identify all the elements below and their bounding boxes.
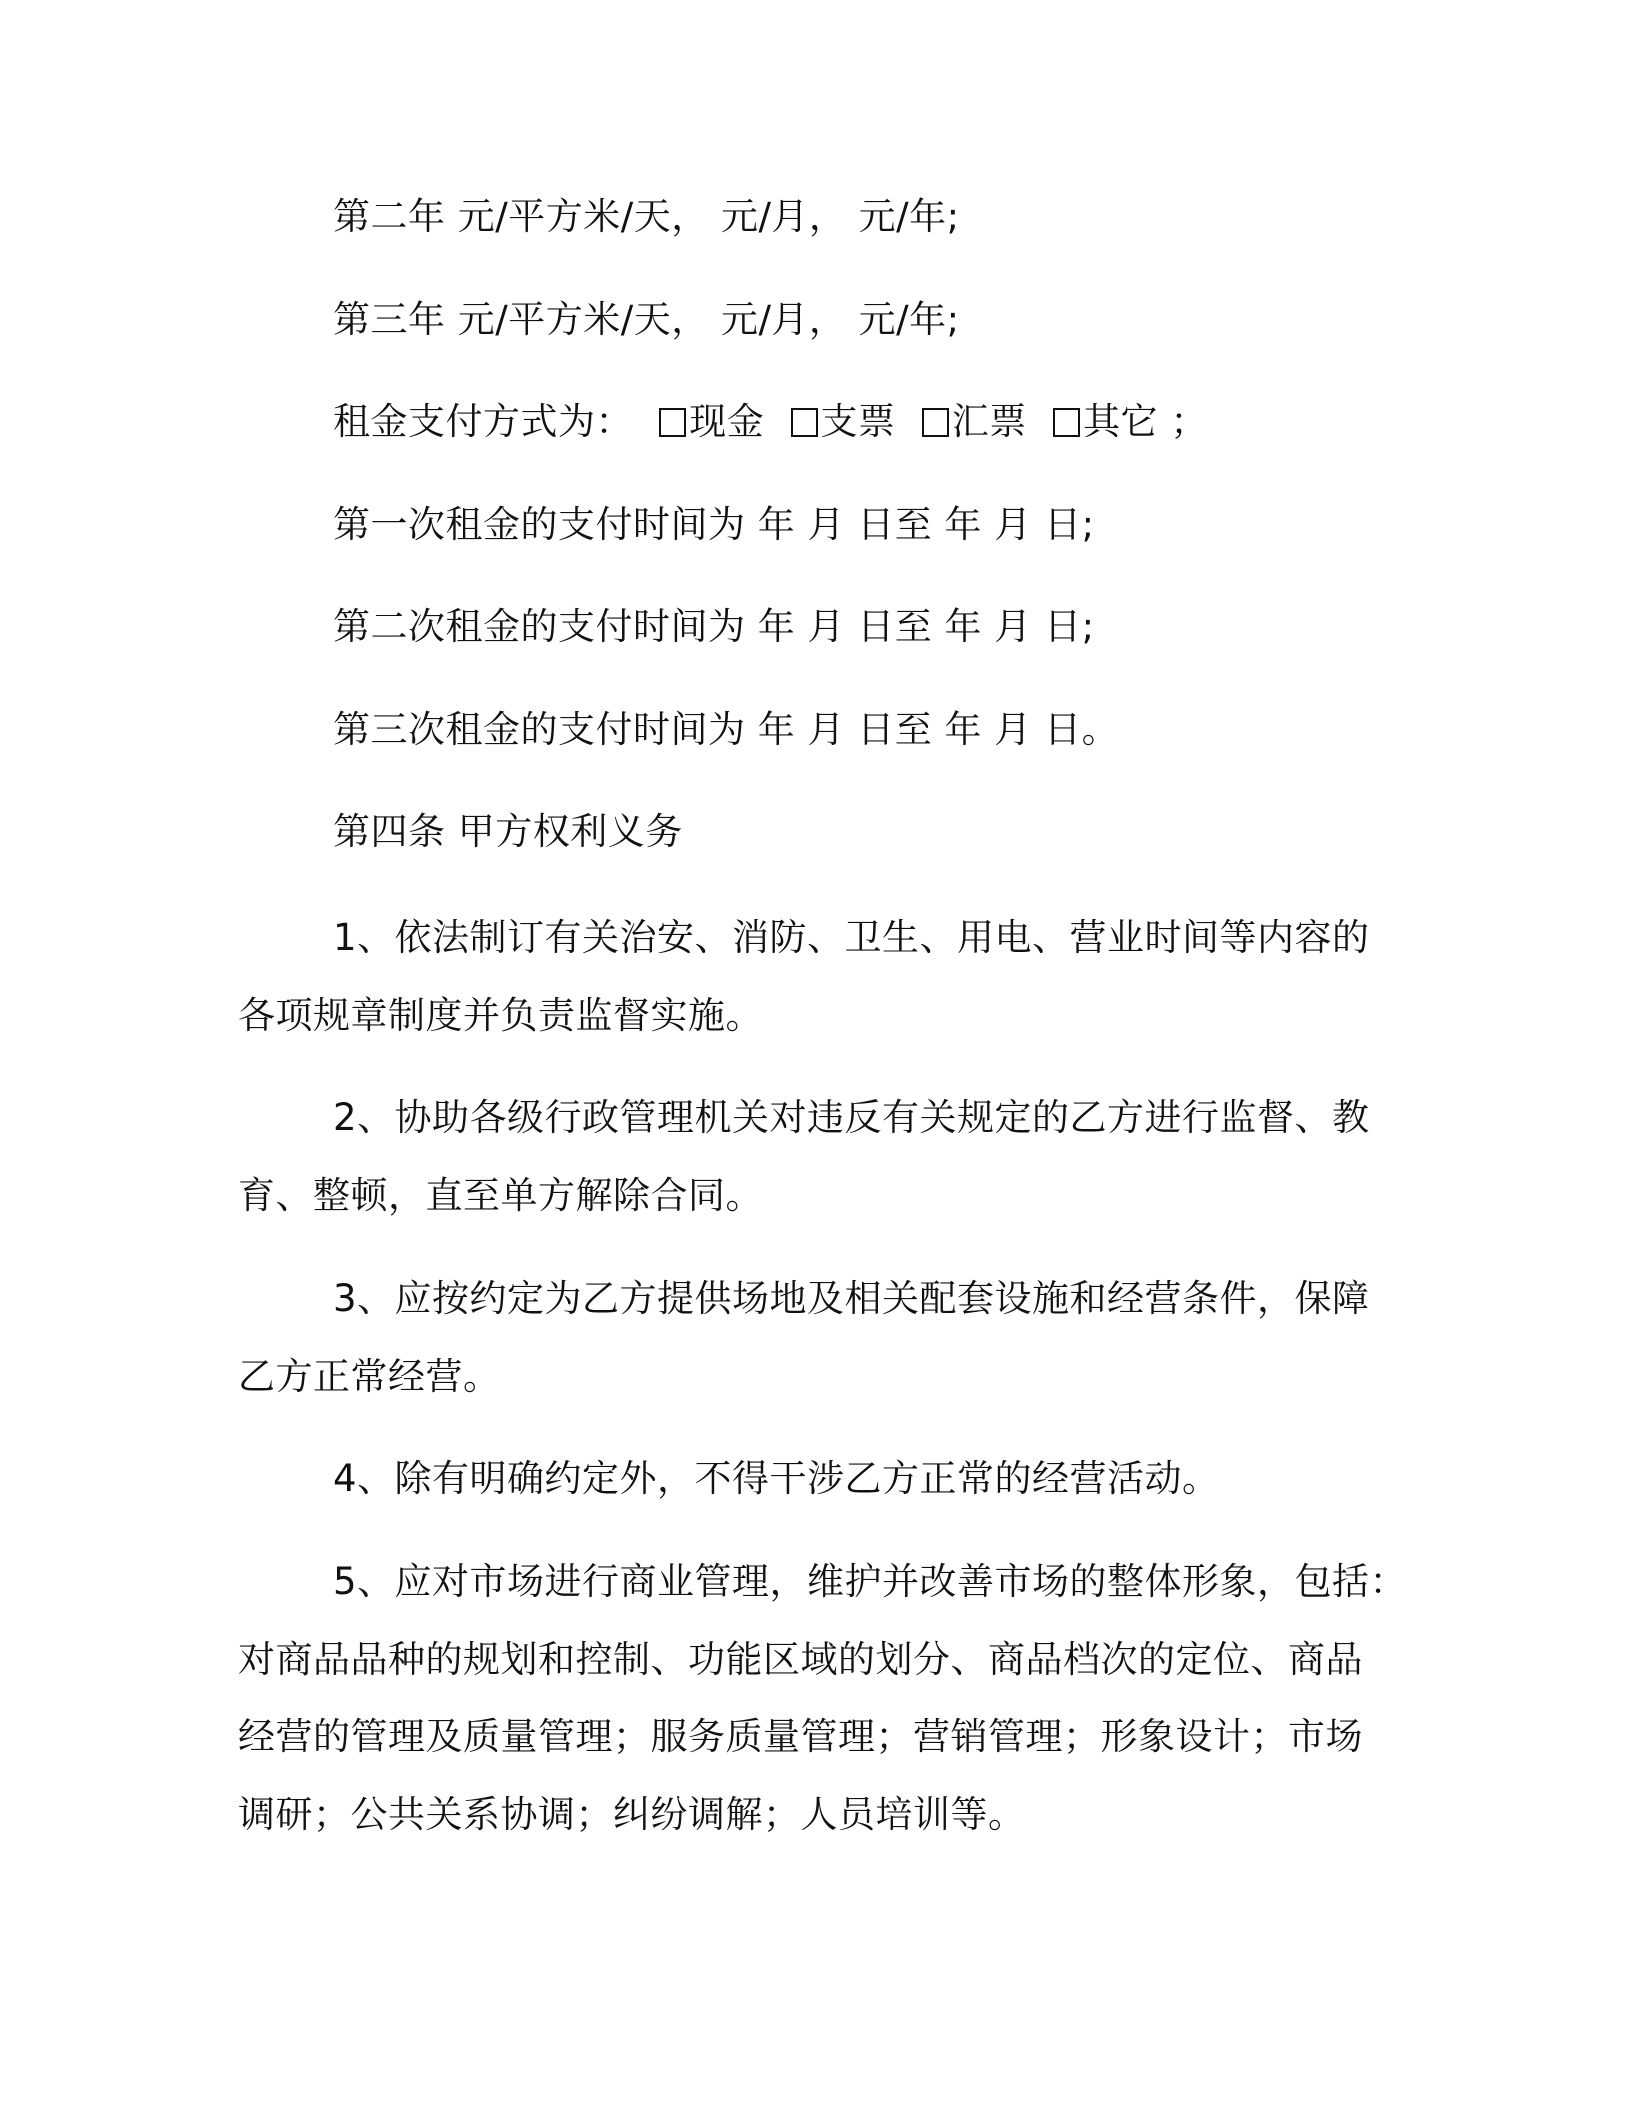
clause-line: 对商品品种的规划和控制、功能区域的划分、商品档次的定位、商品 — [238, 1638, 1363, 1681]
payment-method-line — [333, 398, 1208, 446]
payment-time-1: 第一次租金的支付时间为 年 月 日至 年 月 日; — [333, 503, 1095, 546]
clause-line: 育、整顿，直至单方解除合同。 — [238, 1174, 763, 1217]
payment-method-label: 租金支付方式为： — [333, 400, 633, 443]
checkbox-icon[interactable] — [791, 408, 818, 437]
clause-line: 2、协助各级行政管理机关对违反有关规定的乙方进行监督、教 — [333, 1096, 1370, 1139]
payment-option-check: 支票 — [791, 400, 896, 443]
clause-line: 各项规章制度并负责监督实施。 — [238, 994, 763, 1037]
payment-method-end: ； — [1170, 400, 1208, 443]
checkbox-icon[interactable] — [659, 408, 686, 437]
rent-row-year-3: 第三年 元/平方米/天， 元/月， 元/年; — [333, 298, 960, 341]
clause-line: 1、依法制订有关治安、消防、卫生、用电、营业时间等内容的 — [333, 916, 1370, 959]
section-heading: 第四条 甲方权利义务 — [333, 810, 683, 853]
payment-option-cash: 现金 — [659, 400, 764, 443]
rent-row-year-2: 第二年 元/平方米/天， 元/月， 元/年; — [333, 195, 960, 238]
clause-line: 乙方正常经营。 — [238, 1355, 501, 1398]
checkbox-icon[interactable] — [1053, 408, 1080, 437]
clause-line: 5、应对市场进行商业管理，维护并改善市场的整体形象，包括： — [333, 1560, 1408, 1603]
payment-time-3: 第三次租金的支付时间为 年 月 日至 年 月 日。 — [333, 708, 1120, 751]
payment-time-2: 第二次租金的支付时间为 年 月 日至 年 月 日; — [333, 605, 1095, 648]
payment-option-other: 其它 — [1053, 400, 1158, 443]
clause-line: 3、应按约定为乙方提供场地及相关配套设施和经营条件，保障 — [333, 1277, 1370, 1320]
clause-line: 调研；公共关系协调；纠纷调解；人员培训等。 — [238, 1793, 1026, 1836]
checkbox-icon[interactable] — [922, 408, 949, 437]
payment-option-draft: 汇票 — [922, 400, 1027, 443]
clause-line: 经营的管理及质量管理；服务质量管理；营销管理；形象设计；市场 — [238, 1715, 1363, 1758]
clause-line: 4、除有明确约定外，不得干涉乙方正常的经营活动。 — [333, 1457, 1220, 1500]
